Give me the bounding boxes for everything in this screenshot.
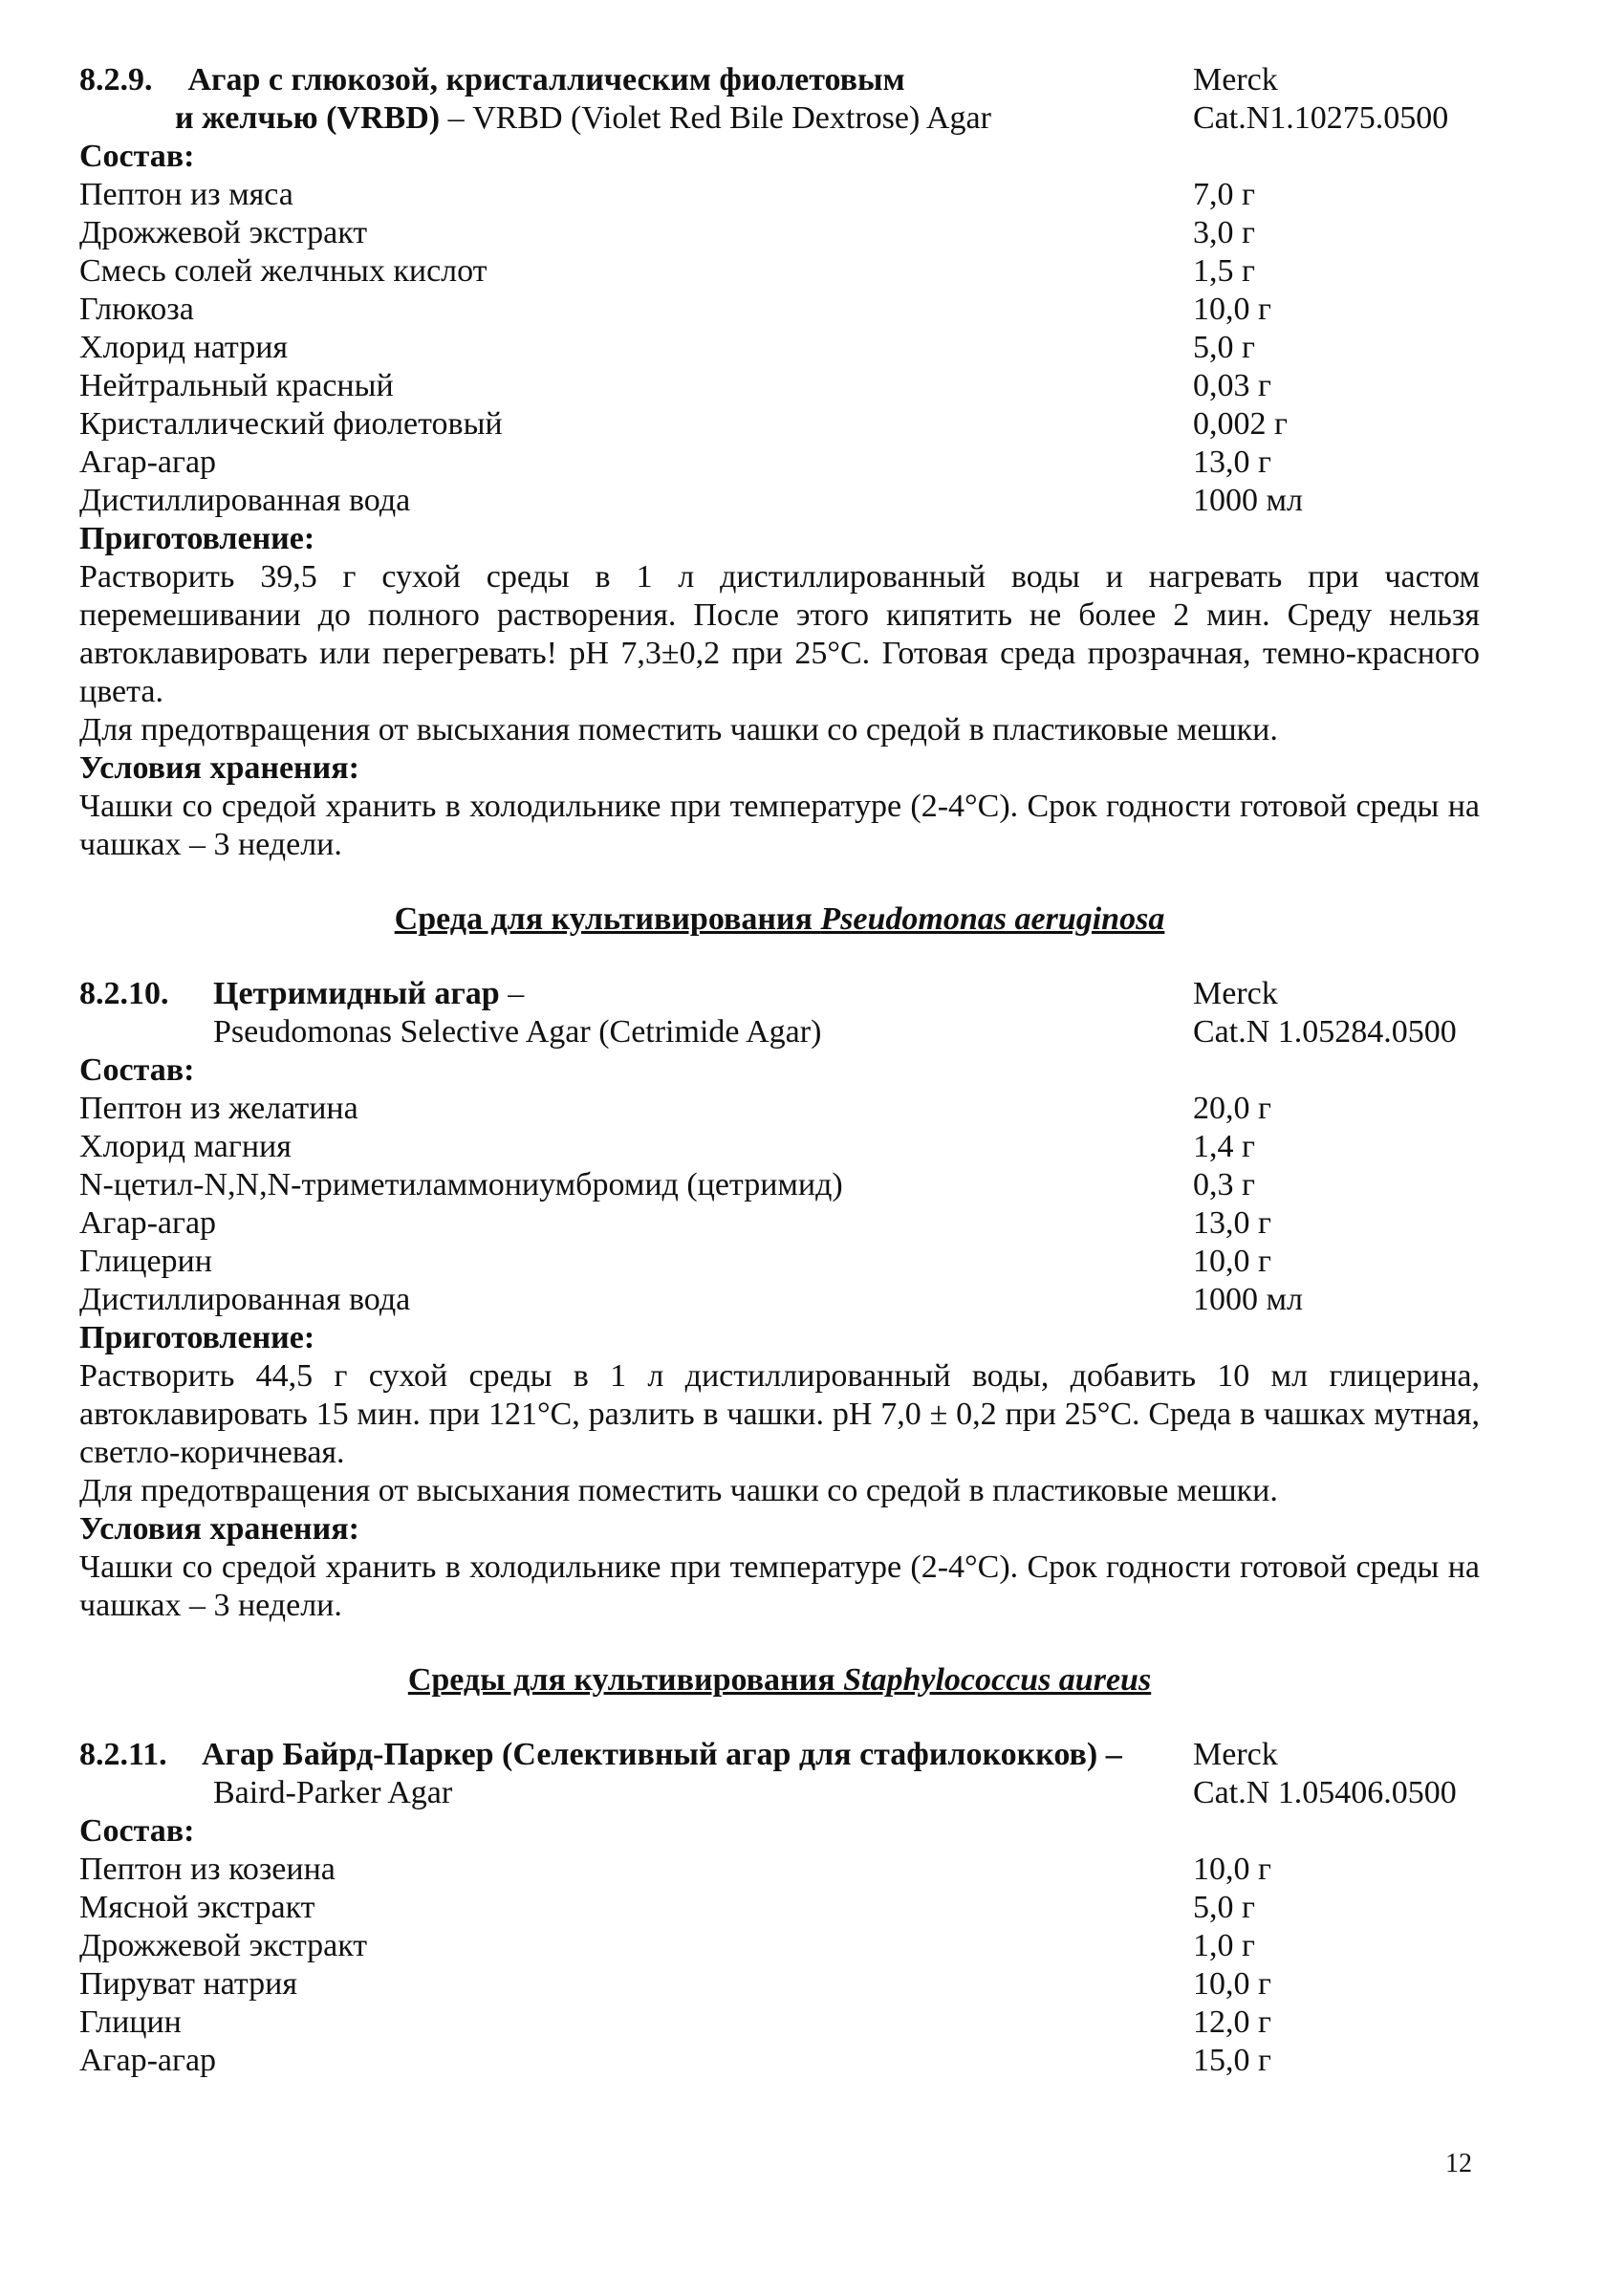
section-title: Агар с глюкозой, кристаллическим фиолетовым [187, 62, 905, 97]
ingredient-amount: 10,0 г [1193, 1966, 1271, 2002]
ingredient-name: Дрожжевой экстракт [79, 215, 368, 250]
ingredient-row [79, 1851, 1480, 1889]
ingredient-amount: 10,0 г [1193, 292, 1271, 327]
storage-label: Условия хранения: [79, 1511, 359, 1547]
ingredient-amount: 7,0 г [1193, 177, 1255, 212]
storage-label: Условия хранения: [79, 750, 359, 786]
section-title: Цетримидный агар [213, 976, 500, 1011]
ingredient-name: Агар-агар [79, 1205, 217, 1241]
ingredient-amount: 5,0 г [1193, 330, 1255, 365]
ingredient-amount: 0,03 г [1193, 368, 1271, 403]
ingredient-name: Хлорид натрия [79, 330, 289, 365]
category-heading-text: Среда для культивирования [394, 901, 821, 937]
ingredient-name: Пептон из мяса [79, 177, 293, 212]
storage-text: Чашки со средой хранить в холодильнике при температуре (2-4°С). Срок годности готовой среды на чашках – 3 недели. [79, 1549, 1480, 1623]
ingredient-amount: 1000 мл [1193, 1282, 1303, 1317]
section-number: 8.2.9. [79, 62, 153, 97]
ingredient-row [79, 1090, 1480, 1128]
document-page [79, 61, 1480, 2080]
composition-label: Состав: [79, 1052, 195, 1088]
ingredient-row [79, 214, 1480, 252]
catalog-number: Cat.N 1.05406.0500 [1193, 1775, 1457, 1810]
ingredient-name: Кристаллический фиолетовый [79, 406, 503, 442]
ingredient-amount: 1000 мл [1193, 483, 1303, 518]
ingredient-name: Агар-агар [79, 2043, 217, 2078]
ingredient-row [79, 329, 1480, 367]
section-title-line-2 [79, 99, 1480, 138]
ingredient-name: Глицерин [79, 1244, 212, 1279]
ingredient-row [79, 2042, 1480, 2080]
section-header [79, 1736, 1480, 1774]
catalog-number: Cat.N 1.05284.0500 [1193, 1014, 1457, 1050]
section-title: Агар Байрд-Паркер (Селективный агар для стафилококков) [202, 1737, 1098, 1772]
ingredient-row [79, 1166, 1480, 1204]
ingredient-row [79, 2004, 1480, 2042]
composition-label: Состав: [79, 1813, 195, 1849]
ingredient-row [79, 405, 1480, 444]
section-subtitle: Baird-Parker Agar [213, 1775, 453, 1810]
ingredient-name: Глицин [79, 2004, 182, 2040]
section-header [79, 61, 1480, 99]
category-heading [79, 900, 1480, 939]
ingredient-amount: 15,0 г [1193, 2043, 1271, 2078]
section-subtitle-line [79, 1774, 1480, 1812]
ingredient-row [79, 482, 1480, 520]
ingredient-row [79, 1889, 1480, 1927]
section-number: 8.2.11. [79, 1737, 167, 1772]
ingredient-amount: 3,0 г [1193, 215, 1255, 250]
ingredient-name: Пептон из козеина [79, 1852, 336, 1887]
storage-text: Чашки со средой хранить в холодильнике при температуре (2-4°С). Срок годности готовой среды на чашках – 3 недели. [79, 789, 1480, 862]
ingredient-name: Дистиллированная вода [79, 483, 411, 518]
ingredient-row [79, 291, 1480, 329]
section-header [79, 975, 1480, 1013]
section-subtitle-line [79, 1013, 1480, 1051]
ingredient-name: Агар-агар [79, 444, 217, 480]
ingredient-row [79, 1204, 1480, 1243]
ingredient-amount: 0,002 г [1193, 406, 1288, 442]
section-title-dash: – [499, 976, 525, 1011]
catalog-number: Cat.N1.10275.0500 [1193, 100, 1449, 136]
ingredient-row [79, 1128, 1480, 1166]
ingredient-row [79, 1243, 1480, 1281]
ingredient-list [79, 1851, 1480, 2080]
ingredient-amount: 13,0 г [1193, 444, 1271, 480]
ingredient-name: N-цетил-N,N,N-триметиламмониумбромид (цетримид) [79, 1167, 843, 1202]
ingredient-amount: 0,3 г [1193, 1167, 1255, 1202]
ingredient-name: Мясной экстракт [79, 1890, 315, 1925]
ingredient-row [79, 1927, 1480, 1965]
ingredient-name: Хлорид магния [79, 1129, 292, 1164]
page-number: 12 [1445, 2149, 1472, 2178]
manufacturer: Merck [1193, 976, 1278, 1011]
ingredient-amount: 10,0 г [1193, 1852, 1271, 1887]
section-title-english: – VRBD (Violet Red Bile Dextrose) Agar [440, 100, 991, 136]
ingredient-amount: 13,0 г [1193, 1205, 1271, 1241]
category-heading-text: Среды для культивирования [407, 1662, 844, 1698]
ingredient-name: Дистиллированная вода [79, 1282, 411, 1317]
ingredient-amount: 5,0 г [1193, 1890, 1255, 1925]
ingredient-name: Пептон из желатина [79, 1091, 358, 1126]
section-title-dash: – [1097, 1737, 1122, 1772]
section-title-abbrev: и желчью (VRBD) [175, 100, 441, 136]
ingredient-amount: 1,4 г [1193, 1129, 1255, 1164]
section-subtitle: Pseudomonas Selective Agar (Cetrimide Agar) [213, 1014, 822, 1050]
ingredient-row [79, 444, 1480, 482]
ingredient-amount: 10,0 г [1193, 1244, 1271, 1279]
manufacturer: Merck [1193, 62, 1278, 97]
category-heading-organism: Staphylococcus aureus [843, 1662, 1152, 1698]
preparation-label: Приготовление: [79, 1320, 315, 1355]
preparation-note: Для предотвращения от высыхания поместить чашки со средой в пластиковые мешки. [79, 712, 1278, 747]
ingredient-name: Смесь солей желчных кислот [79, 253, 488, 289]
ingredient-amount: 20,0 г [1193, 1091, 1271, 1126]
section-number: 8.2.10. [79, 976, 169, 1011]
manufacturer: Merck [1193, 1737, 1278, 1772]
preparation-text: Растворить 39,5 г сухой среды в 1 л дистиллированный воды и нагревать при частом перемешивании до полного растворения. После этого кипятить не более 2 мин. Среду нельзя автоклавировать или перегревать! pH 7,3±0,2 при 25°С. Готовая среда прозрачная, темно-красного цвета. [79, 559, 1480, 709]
ingredient-amount: 12,0 г [1193, 2004, 1271, 2040]
ingredient-row [79, 367, 1480, 405]
ingredient-name: Дрожжевой экстракт [79, 1928, 368, 1963]
preparation-note: Для предотвращения от высыхания поместить чашки со средой в пластиковые мешки. [79, 1473, 1278, 1508]
ingredient-amount: 1,5 г [1193, 253, 1255, 289]
category-heading [79, 1661, 1480, 1700]
preparation-label: Приготовление: [79, 521, 315, 556]
ingredient-list [79, 1090, 1480, 1319]
ingredient-row [79, 1965, 1480, 2004]
ingredient-list [79, 176, 1480, 520]
preparation-text: Растворить 44,5 г сухой среды в 1 л дистиллированный воды, добавить 10 мл глицерина, автоклавировать 15 мин. при 121°С, разлить в чашки. pH 7,0 ± 0,2 при 25°С. Среда в чашках мутная, светло-коричневая. [79, 1358, 1480, 1470]
ingredient-name: Глюкоза [79, 292, 194, 327]
category-heading-organism: Pseudomonas aeruginosa [820, 901, 1165, 937]
composition-label: Состав: [79, 139, 195, 174]
ingredient-amount: 1,0 г [1193, 1928, 1255, 1963]
ingredient-row [79, 252, 1480, 291]
ingredient-name: Пируват натрия [79, 1966, 297, 2002]
ingredient-name: Нейтральный красный [79, 368, 394, 403]
ingredient-row [79, 1281, 1480, 1319]
ingredient-row [79, 176, 1480, 214]
